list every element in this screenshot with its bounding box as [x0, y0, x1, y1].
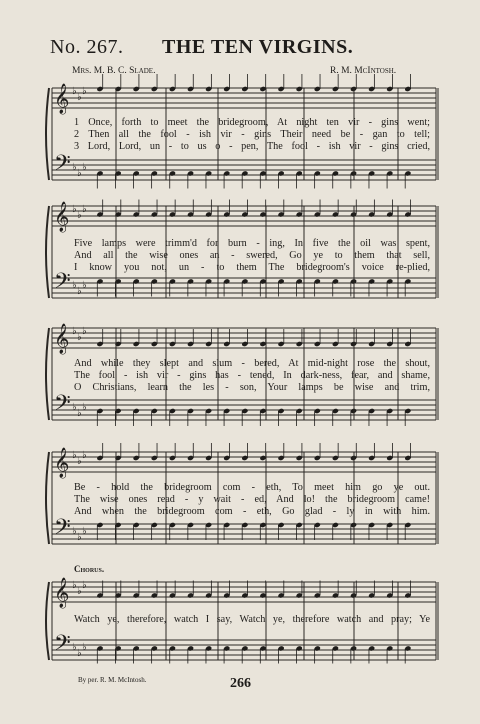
- flat-sign-icon: ♭: [82, 580, 87, 591]
- treble-clef-icon: 𝄞: [54, 202, 70, 232]
- hymn-number: No. 267.: [50, 36, 124, 58]
- system-brace: [46, 452, 49, 544]
- lyric-line: 2 Then all the fool - ish vir - gins Their need be - gan to tell;: [74, 129, 430, 140]
- flat-sign-icon: ♭: [72, 402, 77, 413]
- flat-sign-icon: ♭: [77, 210, 82, 221]
- flat-sign-icon: ♭: [82, 86, 87, 97]
- treble-clef-icon: 𝄞: [54, 324, 70, 354]
- flat-sign-icon: ♭: [82, 642, 87, 653]
- lyric-line: 1 Once, forth to meet the bridegroom, At night ten vir - gins went;: [74, 117, 430, 128]
- system-brace: [46, 328, 49, 420]
- music-credit: R. M. McIntosh.: [330, 66, 397, 76]
- flat-sign-icon: ♭: [77, 286, 82, 297]
- lyric-line: The fool - ish vir - gins has - tened, In dark-ness, fear, and shame,: [74, 370, 430, 381]
- lyric-line: Be - hold the bridegroom com - eth, To meet him go ye out.: [74, 482, 430, 493]
- flat-sign-icon: ♭: [82, 204, 87, 215]
- words-credit: Mrs. M. B. C. Slade.: [72, 66, 156, 76]
- hymn-title: THE TEN VIRGINS.: [162, 36, 354, 58]
- bass-clef-icon: 𝄢: [54, 269, 71, 299]
- page-number: 266: [230, 676, 251, 691]
- treble-clef-icon: 𝄞: [54, 84, 70, 114]
- chorus-label: Chorus.: [74, 564, 105, 574]
- flat-sign-icon: ♭: [77, 532, 82, 543]
- lyric-line: The wise ones read - y wait - ed, And lo! the bridegroom came!: [74, 494, 430, 505]
- treble-clef-icon: 𝄞: [54, 448, 70, 478]
- flat-sign-icon: ♭: [72, 204, 77, 215]
- bass-clef-icon: 𝄢: [54, 391, 71, 421]
- flat-sign-icon: ♭: [77, 92, 82, 103]
- flat-sign-icon: ♭: [72, 86, 77, 97]
- bass-clef-icon: 𝄢: [54, 151, 71, 181]
- lyric-line: And when the bridegroom com - eth, Go glad - ly in with him.: [74, 506, 430, 517]
- lyric-line: And while they slept and slum - bered, At mid-night rose the shout,: [74, 358, 430, 369]
- flat-sign-icon: ♭: [72, 450, 77, 461]
- flat-sign-icon: ♭: [72, 280, 77, 291]
- flat-sign-icon: ♭: [82, 280, 87, 291]
- lyric-line: 3 Lord, Lord, un - to us o - pen, The fool - ish vir - gins cried,: [74, 141, 430, 152]
- flat-sign-icon: ♭: [82, 326, 87, 337]
- flat-sign-icon: ♭: [72, 526, 77, 537]
- flat-sign-icon: ♭: [82, 526, 87, 537]
- lyric-line: And all the wise ones an - swered, Go ye to them that sell,: [74, 250, 430, 261]
- system-brace: [46, 206, 49, 298]
- system-brace: [46, 88, 49, 180]
- flat-sign-icon: ♭: [82, 162, 87, 173]
- flat-sign-icon: ♭: [77, 456, 82, 467]
- bass-clef-icon: 𝄢: [54, 631, 71, 661]
- flat-sign-icon: ♭: [77, 408, 82, 419]
- flat-sign-icon: ♭: [77, 586, 82, 597]
- flat-sign-icon: ♭: [72, 326, 77, 337]
- system-brace: [46, 582, 49, 660]
- flat-sign-icon: ♭: [82, 450, 87, 461]
- lyric-line: O Christians, learn the les - son, Your lamps be wise and trim,: [74, 382, 430, 393]
- flat-sign-icon: ♭: [77, 168, 82, 179]
- flat-sign-icon: ♭: [72, 580, 77, 591]
- flat-sign-icon: ♭: [72, 162, 77, 173]
- treble-clef-icon: 𝄞: [54, 578, 70, 608]
- lyric-line: I know you not, un - to them The bridegroom's voice re-plied,: [74, 262, 430, 273]
- flat-sign-icon: ♭: [72, 642, 77, 653]
- chorus-lyric-line: Watch ye, therefore, watch I say, Watch ye, therefore watch and pray; Ye: [74, 614, 430, 625]
- flat-sign-icon: ♭: [77, 648, 82, 659]
- flat-sign-icon: ♭: [77, 332, 82, 343]
- permission-footnote: By per. R. M. McIntosh.: [78, 676, 147, 684]
- lyric-line: Five lamps were trimm'd for burn - ing, In five the oil was spent,: [74, 238, 430, 249]
- bass-clef-icon: 𝄢: [54, 515, 71, 545]
- flat-sign-icon: ♭: [82, 402, 87, 413]
